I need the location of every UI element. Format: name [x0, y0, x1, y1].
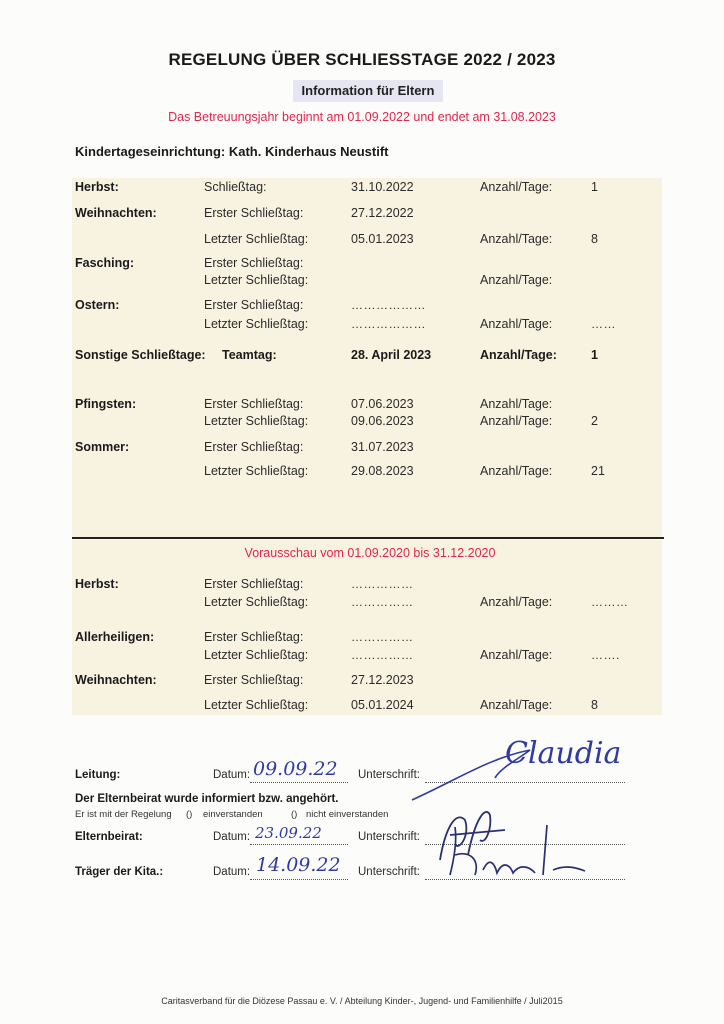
footer-text: Caritasverband für die Diözese Passau e. V. / Abteilung Kinder-, Jugend- und Familienhilfe / Juli2015 [161, 996, 563, 1006]
last-closing-date: 05.01.2023 [351, 232, 414, 246]
last-closing-day-label: Letzter Schließtag: [204, 317, 309, 331]
last-closing-day-label: Letzter Schließtag: [204, 648, 309, 662]
days-count-label: Anzahl/Tage: [480, 232, 553, 246]
first-closing-day-label: Erster Schließtag: [204, 256, 304, 270]
option-mark: () [186, 809, 193, 820]
preview-panel [72, 540, 662, 715]
days-count: 2 [591, 414, 598, 428]
teamday-date: 28. April 2023 [351, 348, 432, 362]
leitung-label: Leitung: [75, 769, 121, 781]
elternbeirat-label: Elternbeirat: [75, 831, 143, 843]
days-count: 1 [591, 348, 598, 362]
last-closing-day-label: Letzter Schließtag: [204, 595, 309, 609]
elternbeirat-date: 23.09.22 [255, 824, 322, 842]
last-closing-day-label: Letzter Schließtag: [204, 698, 309, 712]
section-divider [72, 537, 664, 539]
last-closing-day-label: Letzter Schließtag: [204, 232, 309, 246]
closing-date: 31.10.2022 [351, 180, 414, 194]
option-nicht-einverstanden: nicht einverstanden [306, 809, 389, 820]
last-closing-date: 29.08.2023 [351, 464, 414, 478]
first-closing-date: 27.12.2023 [351, 673, 414, 687]
holiday-label: Sonstige Schließtage: [75, 348, 206, 362]
leitung-signature-stroke [400, 728, 670, 808]
datum-label: Datum: [213, 831, 251, 843]
days-count-blank: ……… [591, 595, 629, 609]
option-einverstanden: einverstanden [203, 809, 263, 820]
last-closing-date: 09.06.2023 [351, 414, 414, 428]
teamday-label: Teamtag: [222, 348, 277, 362]
days-count-label: Anzahl/Tage: [480, 180, 553, 194]
holiday-label: Weihnachten: [75, 673, 157, 687]
traeger-label: Träger der Kita.: [75, 866, 164, 878]
last-closing-date-blank: …………… [351, 595, 414, 609]
first-closing-day-label: Erster Schließtag: [204, 673, 304, 687]
holiday-label: Fasching: [75, 256, 135, 270]
closing-day-label: Schließtag: [204, 180, 267, 194]
holiday-label: Weihnachten: [75, 206, 157, 220]
first-closing-day-label: Erster Schließtag: [204, 298, 304, 312]
days-count-label: Anzahl/Tage: [480, 595, 553, 609]
days-count-label: Anzahl/Tage: [480, 648, 553, 662]
holiday-label: Herbst: [75, 577, 119, 591]
preview-title: Vorausschau vom 01.09.2020 bis 31.12.2020 [244, 546, 496, 560]
unterschrift-label: Unterschrift: [358, 866, 420, 878]
days-count: 1 [591, 180, 598, 194]
datum-label: Datum: [213, 769, 251, 781]
first-closing-date: 07.06.2023 [351, 397, 414, 411]
document-title: REGELUNG ÜBER SCHLIESSTAGE 2022 / 2023 [168, 50, 556, 69]
facility-name: Kindertageseinrichtung: Kath. Kinderhaus Neustift [75, 144, 389, 159]
unterschrift-label: Unterschrift: [358, 831, 420, 843]
last-closing-day-label: Letzter Schließtag: [204, 414, 309, 428]
document-subtitle: Information für Eltern [293, 80, 443, 102]
first-closing-day-label: Erster Schließtag: [204, 440, 304, 454]
days-count-label: Anzahl/Tage: [480, 348, 557, 362]
first-closing-day-label: Erster Schließtag: [204, 397, 304, 411]
datum-label: Datum: [213, 866, 251, 878]
holiday-label: Pfingsten: [75, 397, 137, 411]
days-count: 8 [591, 698, 598, 712]
holiday-label: Sommer: [75, 440, 130, 454]
days-count-label: Anzahl/Tage: [480, 317, 553, 331]
last-closing-day-label: Letzter Schließtag: [204, 273, 309, 287]
last-closing-date-blank: ……………… [351, 317, 426, 331]
holiday-label: Herbst: [75, 180, 119, 194]
holiday-label: Ostern: [75, 298, 120, 312]
option-mark: () [291, 809, 298, 820]
leitung-date: 09.09.22 [253, 758, 338, 780]
first-closing-date-blank: …………… [351, 577, 414, 591]
days-count-label: Anzahl/Tage: [480, 273, 553, 287]
first-closing-date: 27.12.2022 [351, 206, 414, 220]
days-count-label: Anzahl/Tage: [480, 698, 553, 712]
last-closing-date: 05.01.2024 [351, 698, 414, 712]
regelung-text: Er ist mit der Regelung [75, 809, 172, 820]
date-line [250, 844, 348, 845]
days-count-label: Anzahl/Tage: [480, 414, 553, 428]
date-line [250, 782, 348, 783]
days-count: 8 [591, 232, 598, 246]
days-count-label: Anzahl/Tage: [480, 464, 553, 478]
days-count-blank: ……. [591, 648, 620, 662]
unterschrift-label: Unterschrift: [358, 769, 420, 781]
days-count: 21 [591, 464, 605, 478]
first-closing-date: 31.07.2023 [351, 440, 414, 454]
days-count-blank: …… [591, 317, 616, 331]
leitung-signature: Claudia [505, 736, 622, 771]
first-closing-date-blank: …………… [351, 630, 414, 644]
first-closing-day-label: Erster Schließtag: [204, 577, 304, 591]
last-closing-day-label: Letzter Schließtag: [204, 464, 309, 478]
days-count-label: Anzahl/Tage: [480, 397, 553, 411]
first-closing-day-label: Erster Schließtag: [204, 206, 304, 220]
last-closing-date-blank: …………… [351, 648, 414, 662]
traeger-signature [435, 815, 605, 890]
first-closing-date-blank: ……………… [351, 298, 426, 312]
elternbeirat-note: Der Elternbeirat wurde informiert bzw. angehört. [75, 793, 339, 805]
holiday-label: Allerheiligen: [75, 630, 155, 644]
first-closing-day-label: Erster Schließtag: [204, 630, 304, 644]
care-year-period: Das Betreuungsjahr beginnt am 01.09.2022 und endet am 31.08.2023 [168, 110, 556, 124]
traeger-date: 14.09.22 [256, 854, 341, 876]
date-line [250, 879, 348, 880]
